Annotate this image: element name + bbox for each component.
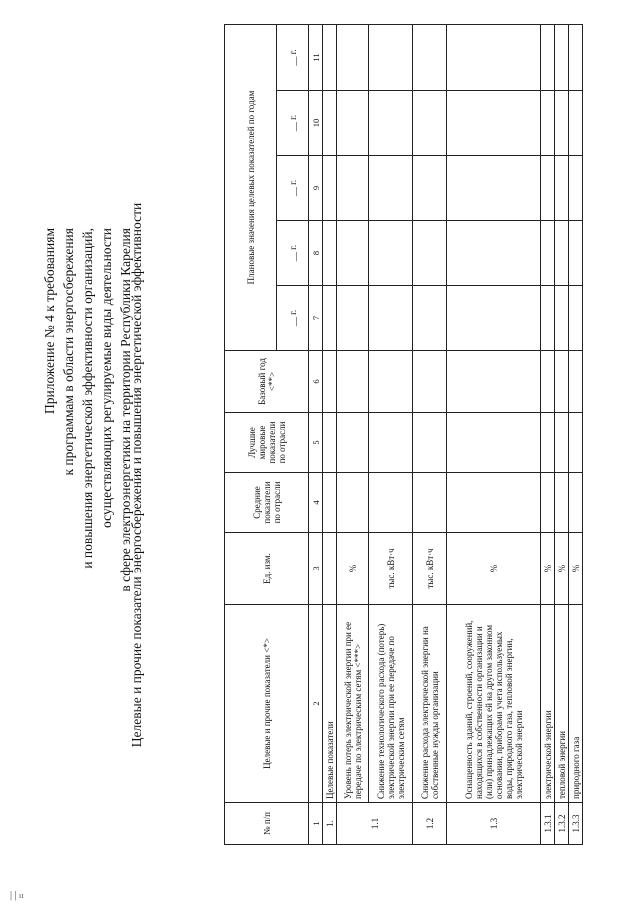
col-number: 9 xyxy=(309,156,323,221)
col-name-header: Целевые и прочие показатели <*> xyxy=(225,605,309,803)
row-name: тепловой энергии xyxy=(555,605,569,803)
col-number: 7 xyxy=(309,286,323,351)
table-row xyxy=(555,25,569,845)
row-name: природного газа xyxy=(569,605,583,803)
row-unit: % xyxy=(569,533,583,605)
row-num: 1.2 xyxy=(413,803,447,845)
table-row xyxy=(569,25,583,845)
row-unit: % xyxy=(541,533,555,605)
col-plan-header: Плановые значения целевых показателей по годам xyxy=(225,25,277,351)
col-number: 4 xyxy=(309,473,323,533)
row-num: 1.1 xyxy=(337,803,413,845)
col-number: 10 xyxy=(309,91,323,156)
header-line-5: в сфере электроэнергетики на территории Республики Карелия xyxy=(118,228,133,592)
header-line-4: осуществляющих регулируемые виды деятельности xyxy=(99,228,114,528)
row-num: 1.3.1 xyxy=(541,803,555,845)
header-line-2: к программам в области энергосбережения xyxy=(61,228,76,476)
row-unit: % xyxy=(337,533,369,605)
col-number: 3 xyxy=(309,533,323,605)
col-base-header: Базовый год <**> xyxy=(225,351,309,413)
indicators-table xyxy=(224,24,583,845)
row-unit: тыс. кВт·ч xyxy=(369,533,413,605)
col-number: 2 xyxy=(309,605,323,803)
row-unit: % xyxy=(447,533,541,605)
col-number: 5 xyxy=(309,413,323,473)
table-row xyxy=(369,25,413,845)
table-row xyxy=(447,25,541,845)
row-unit: % xyxy=(555,533,569,605)
col-year-header: __ г. xyxy=(277,25,309,91)
document-title: Целевые и прочие показатели энергосбережения и повышения энергетической эффективности xyxy=(129,202,144,748)
row-name: Оснащенность зданий, строений, сооружений, находящихся в собственности организации и (или) принадлежащих ей на другом законном основании, приборами учета используемых воды, природного газа, тепловой энергии, электрической энергии xyxy=(447,605,541,803)
header-line-1: Приложение № 4 к требованиям xyxy=(42,228,57,414)
col-year-header: __ г. xyxy=(277,221,309,286)
col-year-header: __ г. xyxy=(277,156,309,221)
row-num: 1.3.3 xyxy=(569,803,583,845)
col-best-header: Лучшие мировые показатели по отрасли xyxy=(225,413,309,473)
row-num: 1. xyxy=(323,803,337,845)
appendix-header xyxy=(40,228,135,648)
row-name: электрической энергии xyxy=(541,605,555,803)
col-num-header: № п/п xyxy=(225,803,309,845)
row-unit: тыс. кВт·ч xyxy=(413,533,447,605)
table-row xyxy=(323,25,337,845)
row-name: Снижение технологического расхода (потерь) электрической энергии при ее передаче по электрическим сетям xyxy=(369,605,413,803)
row-num: 1.3.2 xyxy=(555,803,569,845)
col-avg-header: Средние показатели по отрасли xyxy=(225,473,309,533)
col-number: 11 xyxy=(309,25,323,91)
table-row xyxy=(413,25,447,845)
header-line-3: и повышения энергетической эффективности организаций, xyxy=(80,228,95,569)
col-year-header: __ г. xyxy=(277,91,309,156)
row-name: Уровень потерь электрической энергии при ее передаче по электрическим сетям <***> xyxy=(337,605,369,803)
col-number: 1 xyxy=(309,803,323,845)
table-row xyxy=(337,25,369,845)
row-unit xyxy=(323,533,337,605)
col-number: 8 xyxy=(309,221,323,286)
row-name: Снижение расхода электрической энергии на собственные нужды организации xyxy=(413,605,447,803)
col-number: 6 xyxy=(309,351,323,413)
row-num: 1.3 xyxy=(447,803,541,845)
scan-marks: | | ₗₗ xyxy=(10,890,24,901)
col-year-header: __ г. xyxy=(277,286,309,351)
row-name: Целевые показатели xyxy=(323,605,337,803)
table-row xyxy=(541,25,555,845)
col-unit-header: Ед. изм. xyxy=(225,533,309,605)
